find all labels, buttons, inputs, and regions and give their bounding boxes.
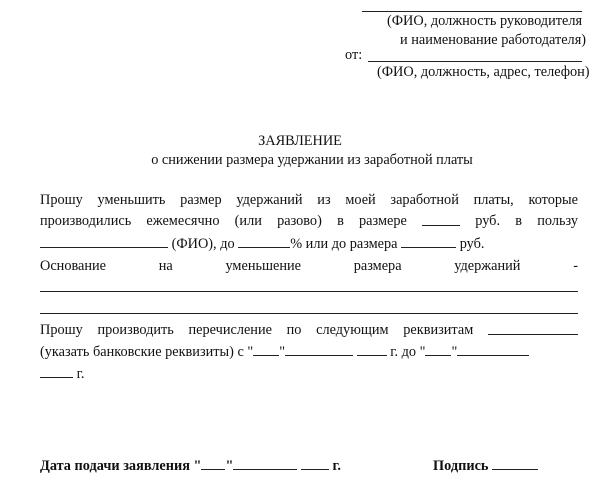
signature-label: Подпись bbox=[433, 458, 489, 474]
word: на bbox=[158, 258, 173, 274]
date-year-suffix: г. bbox=[332, 458, 342, 474]
word: ежемесячно bbox=[146, 213, 220, 229]
word: Основание bbox=[40, 258, 107, 274]
date-month-blank[interactable] bbox=[233, 457, 297, 470]
basis-fill-line-2[interactable] bbox=[40, 313, 578, 314]
to-recipient-line bbox=[362, 11, 582, 12]
percent-blank[interactable] bbox=[238, 235, 290, 248]
p1-line1 bbox=[40, 192, 578, 209]
word: руб. bbox=[475, 213, 501, 229]
word: удержаний bbox=[236, 192, 303, 208]
word: размера bbox=[353, 258, 402, 274]
word: уменьшить bbox=[97, 192, 166, 208]
p2-line3-text: г. bbox=[76, 366, 85, 382]
date-quote: " bbox=[225, 458, 234, 474]
word: (или bbox=[234, 213, 262, 229]
word: следующим bbox=[316, 322, 389, 338]
word: из bbox=[317, 192, 331, 208]
from-label: от: bbox=[345, 47, 363, 63]
date-label: Дата подачи заявления " bbox=[40, 458, 202, 474]
p2-line3 bbox=[40, 365, 84, 383]
basis-fill-line-1[interactable] bbox=[40, 291, 578, 292]
word: по bbox=[286, 322, 302, 338]
signature bbox=[433, 457, 538, 475]
word: разово) bbox=[277, 213, 322, 229]
p2-line2-text-a: (указать банковские реквизиты) с " bbox=[40, 344, 254, 360]
word: моей bbox=[345, 192, 376, 208]
p1-line3-text-b: % или до размера bbox=[290, 236, 398, 252]
start-year-blank[interactable] bbox=[357, 343, 387, 356]
p1-line3-text-c: руб. bbox=[459, 236, 485, 252]
document-subtitle: о снижении размера удержании из заработной платы bbox=[151, 152, 473, 168]
p1-line3-text-a: (ФИО), до bbox=[171, 236, 235, 252]
submission-date bbox=[40, 457, 341, 475]
basis-line bbox=[40, 258, 578, 275]
p1-line2 bbox=[40, 213, 578, 230]
word: удержаний bbox=[454, 258, 521, 274]
word: размере bbox=[359, 213, 407, 229]
p2-line2-text-b: " bbox=[279, 344, 286, 360]
to-caption-line1: (ФИО, должность руководителя bbox=[387, 13, 583, 29]
amount-blank[interactable] bbox=[422, 213, 460, 226]
end-year-blank[interactable] bbox=[40, 365, 73, 378]
word: уменьшение bbox=[225, 258, 301, 274]
word: размер bbox=[180, 192, 222, 208]
limit-amount-blank[interactable] bbox=[401, 235, 456, 248]
word: в bbox=[337, 213, 344, 229]
p2-line1 bbox=[40, 322, 578, 339]
word: которые bbox=[528, 192, 578, 208]
word: - bbox=[573, 258, 578, 274]
word: заработной bbox=[390, 192, 459, 208]
start-day-blank[interactable] bbox=[253, 343, 279, 356]
word: реквизитам bbox=[403, 322, 474, 338]
word: Прошу bbox=[40, 322, 83, 338]
word: перечисление bbox=[188, 322, 272, 338]
date-day-blank[interactable] bbox=[201, 457, 225, 470]
word: пользу bbox=[537, 213, 578, 229]
from-caption: (ФИО, должность, адрес, телефон) bbox=[377, 64, 590, 80]
end-day-blank[interactable] bbox=[425, 343, 451, 356]
requisites-blank[interactable] bbox=[488, 322, 578, 335]
beneficiary-blank[interactable] bbox=[40, 235, 168, 248]
start-month-blank[interactable] bbox=[285, 343, 353, 356]
to-caption-line2: и наименование работодателя) bbox=[400, 32, 587, 48]
end-month-blank[interactable] bbox=[457, 343, 529, 356]
p2-line2 bbox=[40, 343, 529, 361]
p1-line3 bbox=[40, 235, 484, 253]
word: производились bbox=[40, 213, 132, 229]
p2-line2-text-d: " bbox=[451, 344, 458, 360]
signature-blank[interactable] bbox=[492, 457, 538, 470]
word: в bbox=[515, 213, 523, 229]
from-line bbox=[368, 61, 582, 62]
word: Прошу bbox=[40, 192, 83, 208]
word: производить bbox=[97, 322, 174, 338]
document-title: ЗАЯВЛЕНИЕ bbox=[258, 133, 342, 149]
word: платы, bbox=[473, 192, 514, 208]
p2-line2-text-c: г. до " bbox=[390, 344, 426, 360]
date-year-blank[interactable] bbox=[301, 457, 329, 470]
